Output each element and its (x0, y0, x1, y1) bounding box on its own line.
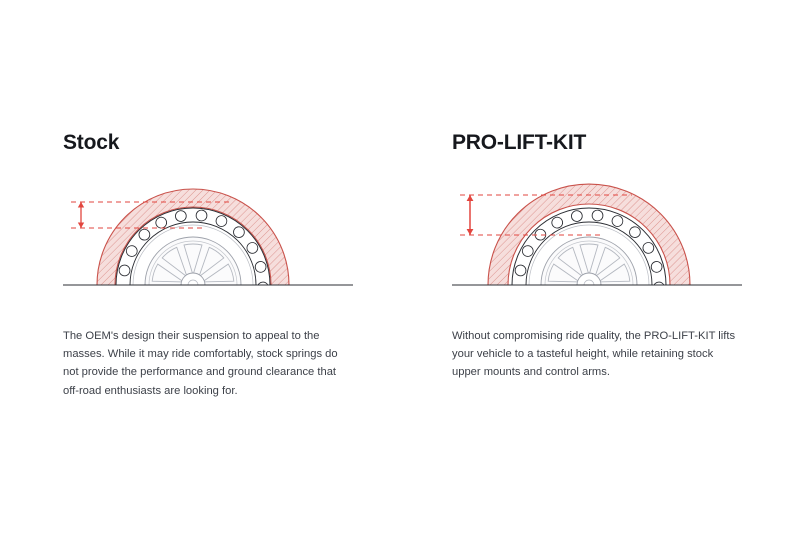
figure-stock (63, 167, 353, 327)
panel-stock (63, 130, 393, 400)
panel-title-pro-lift-kit: PRO-LIFT-KIT (452, 131, 587, 154)
panel-body-pro-lift-kit: Without compromising ride quality, the PRO-LIFT-KIT lifts your vehicle to a tasteful height, while retaining stock upper mounts and control arms. (452, 330, 736, 379)
panel-pro-lift-kit (452, 130, 782, 382)
panel-title-stock: Stock (63, 131, 120, 154)
wheel-rim (541, 237, 637, 327)
panel-body-stock: The OEM's design their suspension to appeal to the masses. While it may ride comfortably, stock springs do not provide the performance and ground clearance that off-road enthusiasts are looking for. (63, 330, 338, 397)
wheel-rim (145, 237, 241, 327)
figure-pro-lift-kit (452, 167, 742, 327)
